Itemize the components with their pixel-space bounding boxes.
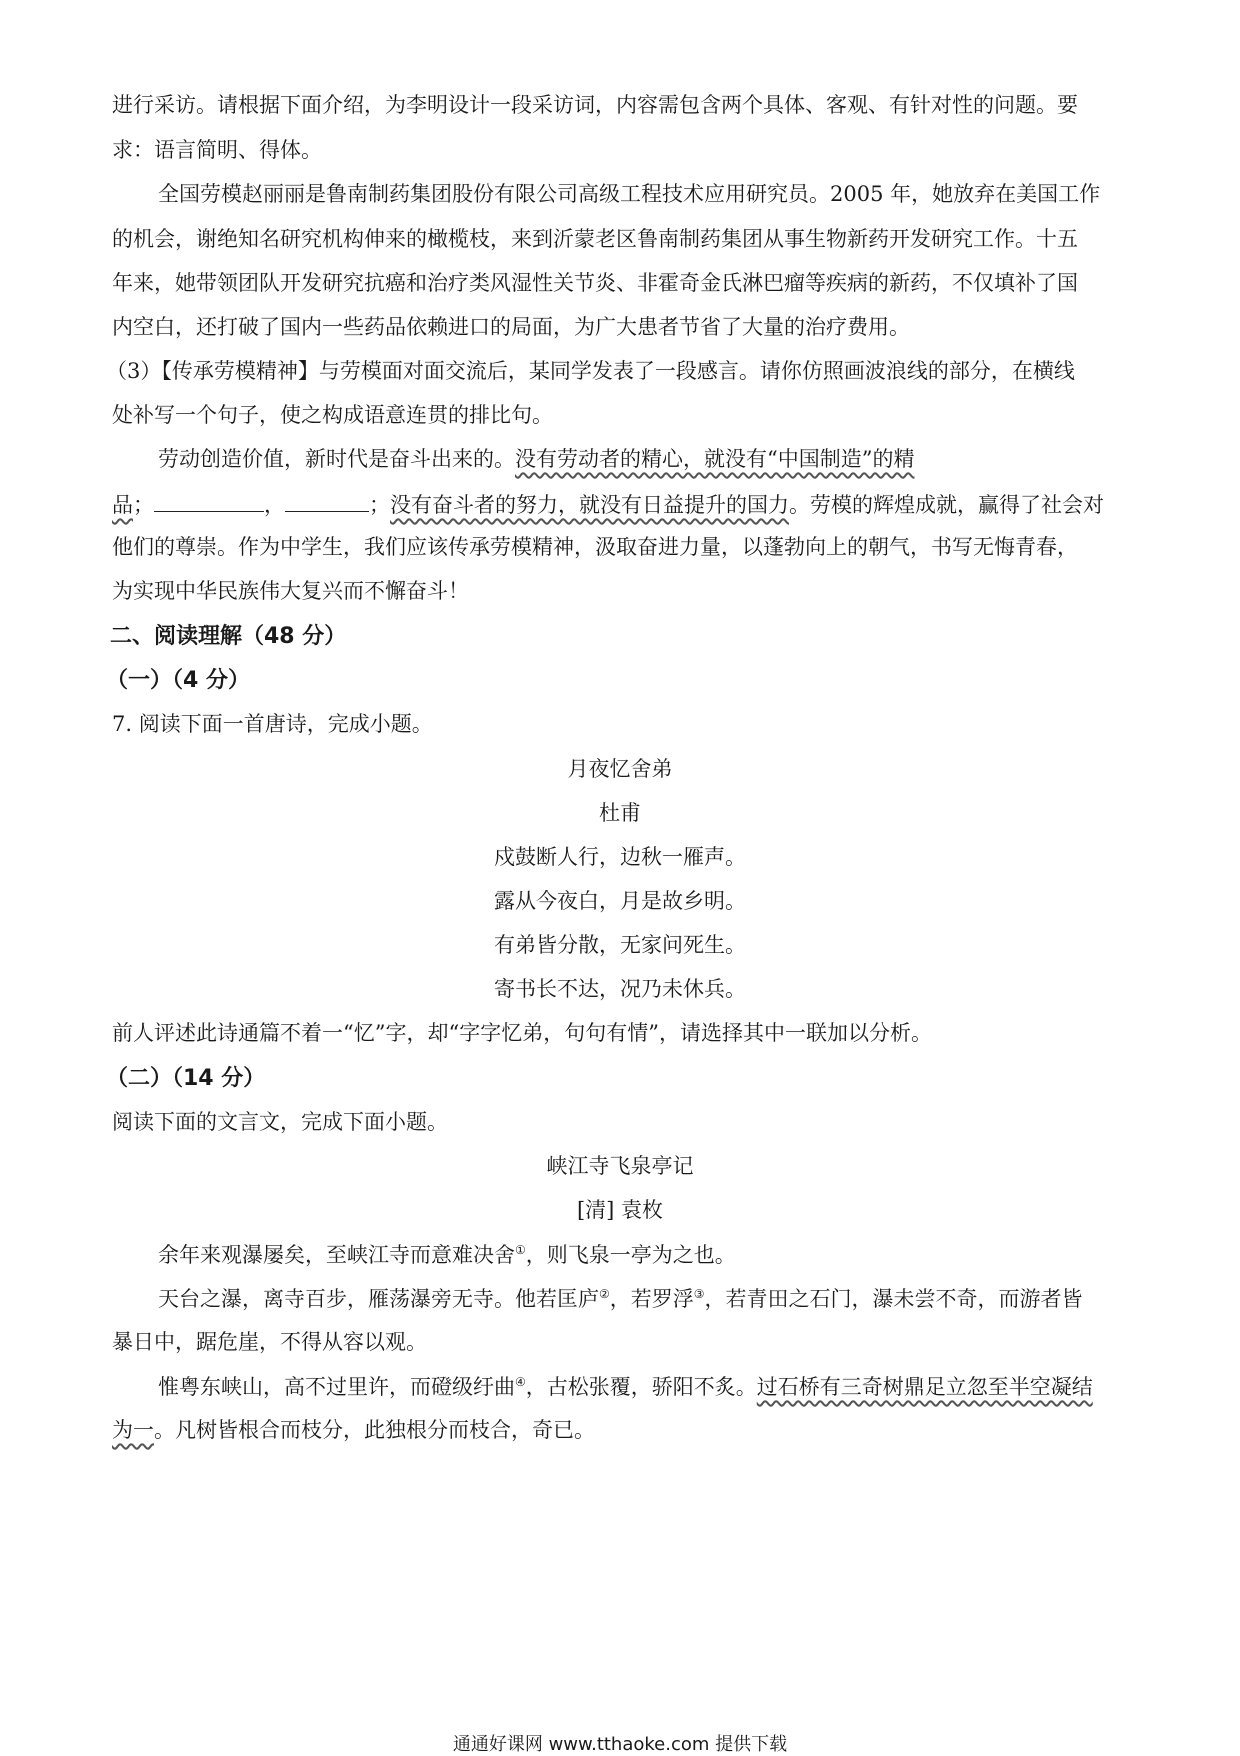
question-7-prompt: 7. 阅读下面一首唐诗，完成小题。	[112, 712, 433, 736]
text-span: 余年来观瀑屡矣，至峡江寺而意难决舍	[158, 1243, 515, 1267]
footnote-marker: ①	[515, 1243, 526, 1257]
essay-title: 峡江寺飞泉亭记	[546, 1154, 694, 1178]
text-line: 他们的尊崇。作为中学生，我们应该传承劳模精神，汲取奋进力量，以蓬勃向上的朝气，书写无悔青春，	[112, 535, 1078, 559]
subsection-heading: （一）（4 分）	[106, 668, 250, 693]
poem-question: 前人评述此诗通篇不着一“忆”字，却“字字忆弟，句句有情”，请选择其中一联加以分析。	[112, 1021, 932, 1045]
footnote-marker: ②	[599, 1287, 610, 1301]
text-span: ，古松张覆，骄阳不炙。	[525, 1375, 757, 1399]
poem-line: 有弟皆分散，无家问死生。	[494, 933, 746, 957]
footnote-marker: ④	[515, 1375, 526, 1389]
essay-author: [清] 袁枚	[576, 1198, 664, 1222]
text-line: 全国劳模赵丽丽是鲁南制药集团股份有限公司高级工程技术应用研究员。2005 年，她放弃在美国工作	[158, 182, 1101, 206]
answer-blank-1[interactable]	[154, 493, 264, 512]
text-span: 惟粤东峡山，高不过里许，而磴级纡曲	[158, 1375, 515, 1399]
text-line: 求：语言简明、得体。	[112, 138, 322, 162]
poem-author: 杜甫	[599, 801, 641, 825]
text-line: 年来，她带领团队开发研究抗癌和治疗类风湿性关节炎、非霍奇金氏淋巴瘤等疾病的新药，不仅填补了国	[112, 271, 1078, 295]
text-line: 的机会，谢绝知名研究机构伸来的橄榄枝，来到沂蒙老区鲁南制药集团从事生物新药开发研究工作。十五	[112, 227, 1078, 251]
question-3-prompt: （3）【传承劳模精神】与劳模面对面交流后，某同学发表了一段感言。请你仿照画波浪线的部分，在横线	[106, 359, 1075, 383]
wavy-underlined-text: 没有奋斗者的努力，就没有日益提升的国力	[390, 493, 789, 517]
plain-text: 劳动创造价值，新时代是奋斗出来的。	[158, 447, 515, 471]
essay-paragraph-line	[158, 1244, 736, 1266]
section-heading: 二、阅读理解（48 分）	[110, 624, 347, 649]
essay-paragraph-line: 暴日中，踞危崖，不得从容以观。	[112, 1330, 427, 1354]
wavy-underlined-text: 没有劳动者的精心，就没有“中国制造”的精	[515, 447, 915, 471]
poem-title: 月夜忆舍弟	[567, 757, 673, 781]
parallel-sentence-line	[158, 449, 914, 470]
text-span: ，则飞泉一亭为之也。	[525, 1243, 736, 1267]
wavy-underlined-text: 品	[112, 493, 133, 517]
essay-paragraph-line	[158, 1376, 1093, 1398]
text-line: 处补写一个句子，使之构成语意连贯的排比句。	[112, 403, 553, 427]
punctuation: ；	[369, 493, 390, 517]
text-line: 阅读下面的文言文，完成下面小题。	[112, 1110, 448, 1134]
fill-blank-line	[112, 493, 1104, 516]
subsection-heading: （二）（14 分）	[106, 1066, 266, 1091]
text-span: 。凡树皆根合而枝分，此独根分而枝合，奇已。	[154, 1418, 595, 1442]
page-footer: 通通好课网 www.tthaoke.com 提供下载	[452, 1734, 788, 1755]
answer-blank-2[interactable]	[285, 493, 369, 512]
text-line: 内空白，还打破了国内一些药品依赖进口的局面，为广大患者节省了大量的治疗费用。	[112, 315, 910, 339]
text-span: ，若青田之石门，瀑未尝不奇，而游者皆	[704, 1287, 1083, 1311]
plain-text: 。劳模的辉煌成就，赢得了社会对	[789, 493, 1104, 517]
wavy-underlined-text: 过石桥有三奇树鼎足立忽至半空凝结	[756, 1375, 1093, 1399]
text-line: 为实现中华民族伟大复兴而不懈奋斗！	[112, 579, 469, 603]
text-span: 天台之瀑，离寺百步，雁荡瀑旁无寺。他若匡庐	[158, 1287, 599, 1311]
footnote-marker: ③	[693, 1287, 705, 1301]
punctuation: ，	[264, 493, 285, 517]
essay-paragraph-line	[112, 1420, 595, 1441]
text-span: ，若罗浮	[609, 1287, 694, 1311]
wavy-underlined-text: 为一	[112, 1418, 154, 1442]
punctuation: ；	[133, 493, 154, 517]
essay-paragraph-line	[158, 1288, 1083, 1310]
poem-line: 露从今夜白，月是故乡明。	[494, 889, 746, 913]
text-line: 进行采访。请根据下面介绍，为李明设计一段采访词，内容需包含两个具体、客观、有针对性的问题。要	[112, 93, 1078, 117]
poem-line: 寄书长不达，况乃未休兵。	[494, 977, 746, 1001]
poem-line: 戍鼓断人行，边秋一雁声。	[494, 845, 746, 869]
